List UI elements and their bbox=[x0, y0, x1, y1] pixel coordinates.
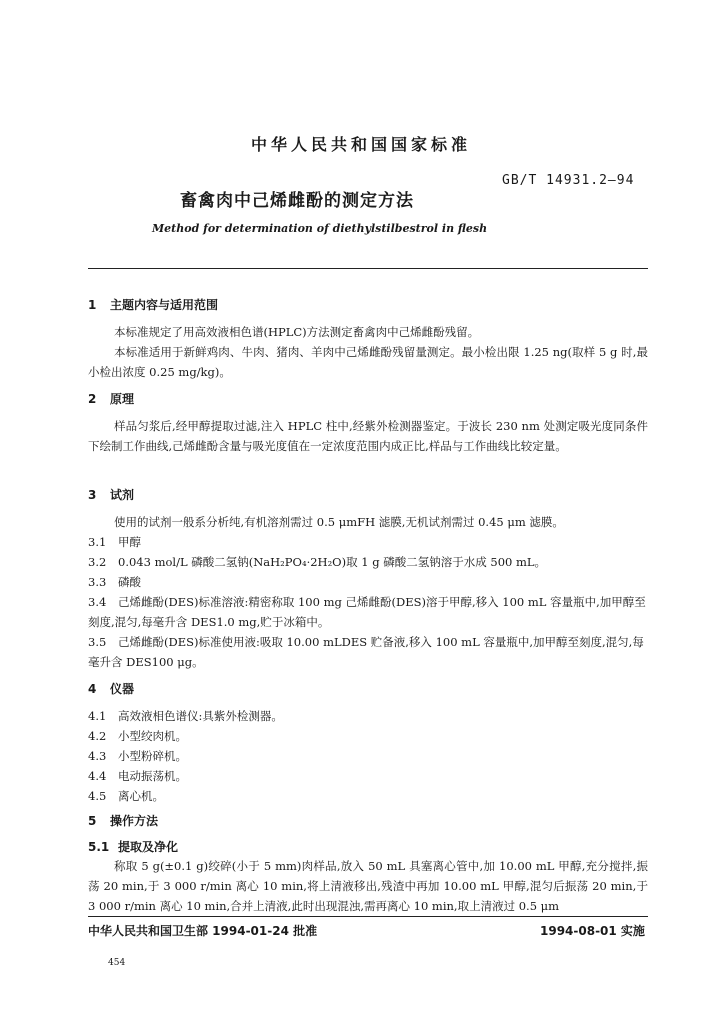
section-2-heading bbox=[88, 390, 134, 407]
item-number: 3.5 bbox=[88, 635, 107, 649]
item-text: 高效液相色谱仪:具紫外检测器。 bbox=[118, 709, 283, 723]
section-title: 仪器 bbox=[110, 682, 135, 696]
approval-line: 中华人民共和国卫生部 1994-01-24 批准 bbox=[88, 924, 318, 938]
section-title: 试剂 bbox=[110, 488, 135, 502]
english-title: Method for determination of diethylstilbestrol in flesh bbox=[152, 222, 488, 235]
national-standard-heading: 中华人民共和国国家标准 bbox=[250, 135, 471, 154]
item-text: 磷酸 bbox=[118, 575, 141, 589]
subsection-title: 提取及净化 bbox=[118, 840, 179, 854]
section-number: 5 bbox=[88, 814, 97, 828]
section-3-heading bbox=[88, 486, 134, 503]
item-text: 己烯雌酚(DES)标准溶液:精密称取 100 mg 己烯雌酚(DES)溶于甲醇,移入 100 mL 容量瓶中,加甲醇至刻度,混匀,每毫升含 DES1.0 mg,贮于冰箱中。 bbox=[88, 595, 646, 629]
item-text: 小型粉碎机。 bbox=[118, 749, 187, 763]
list-item bbox=[88, 552, 546, 572]
item-number: 3.4 bbox=[88, 595, 107, 609]
header-divider bbox=[88, 268, 648, 269]
list-item bbox=[88, 532, 141, 552]
document-title: 畜禽肉中己烯雌酚的测定方法 bbox=[180, 191, 414, 211]
subsection-number: 5.1 bbox=[88, 840, 110, 854]
section-1-paragraph-2: 本标准适用于新鲜鸡肉、牛肉、猪肉、羊肉中己烯雌酚残留量测定。最小检出限 1.25 ng(取样 5 g 时,最小检出浓度 0.25 mg/kg)。 bbox=[88, 345, 648, 379]
standard-code: GB/T 14931.2—94 bbox=[502, 173, 635, 188]
item-number: 4.2 bbox=[88, 729, 107, 743]
section-3-paragraph: 使用的试剂一般系分析纯,有机溶剂需过 0.5 μmFH 滤膜,无机试剂需过 0.45 μm 滤膜。 bbox=[114, 515, 564, 529]
item-number: 3.1 bbox=[88, 535, 107, 549]
list-item bbox=[88, 746, 187, 766]
item-number: 4.5 bbox=[88, 789, 107, 803]
item-number: 4.3 bbox=[88, 749, 107, 763]
section-2-paragraph: 样品匀浆后,经甲醇提取过滤,注入 HPLC 柱中,经紫外检测器鉴定。于波长 230 nm 处测定吸光度同条件下绘制工作曲线,己烯雌酚含量与吸光度值在一定浓度范围内成正比,样品与工作曲线比较定量。 bbox=[88, 419, 648, 453]
list-item bbox=[88, 632, 648, 672]
list-item bbox=[88, 766, 187, 786]
section-5-heading bbox=[88, 812, 158, 829]
list-item bbox=[88, 706, 283, 726]
section-number: 3 bbox=[88, 488, 97, 502]
item-text: 己烯雌酚(DES)标准使用液:吸取 10.00 mLDES 贮备液,移入 100 mL 容量瓶中,加甲醇至刻度,混匀,每毫升含 DES100 μg。 bbox=[88, 635, 644, 669]
section-4-heading bbox=[88, 680, 134, 697]
footer-divider bbox=[88, 916, 648, 917]
page-number: 454 bbox=[108, 958, 126, 968]
item-text: 甲醇 bbox=[118, 535, 141, 549]
section-number: 2 bbox=[88, 392, 97, 406]
section-title: 操作方法 bbox=[110, 814, 159, 828]
item-text: 0.043 mol/L 磷酸二氢钠(NaH₂PO₄·2H₂O)取 1 g 磷酸二氢钠溶于水成 500 mL。 bbox=[118, 555, 547, 569]
item-number: 3.3 bbox=[88, 575, 107, 589]
list-item bbox=[88, 572, 141, 592]
item-number: 4.1 bbox=[88, 709, 107, 723]
list-item bbox=[88, 592, 648, 632]
subsection-5-1-heading bbox=[88, 838, 178, 855]
section-1-paragraph-1: 本标准规定了用高效液相色谱(HPLC)方法测定畜禽肉中己烯雌酚残留。 bbox=[114, 325, 480, 339]
item-text: 电动振荡机。 bbox=[118, 769, 187, 783]
section-1-heading bbox=[88, 296, 218, 313]
item-text: 离心机。 bbox=[118, 789, 164, 803]
item-number: 4.4 bbox=[88, 769, 107, 783]
item-number: 3.2 bbox=[88, 555, 107, 569]
item-text: 小型绞肉机。 bbox=[118, 729, 187, 743]
section-number: 1 bbox=[88, 298, 97, 312]
implementation-date: 1994-08-01 实施 bbox=[540, 924, 645, 938]
section-title: 主题内容与适用范围 bbox=[110, 298, 219, 312]
section-5-paragraph: 称取 5 g(±0.1 g)绞碎(小于 5 mm)肉样品,放入 50 mL 具塞离心管中,加 10.00 mL 甲醇,充分搅拌,振荡 20 min,于 3 000 r/min 离心 10 min,将上清液移出,残渣中再加 10.00 mL 甲醇,混匀后振荡 20 min,于 3 000 r/min 离心 10 min,合并上清液,此时出现混浊,需再离心 10 min,取上清液过 0.5 μm bbox=[88, 859, 648, 913]
list-item bbox=[88, 726, 187, 746]
section-number: 4 bbox=[88, 682, 97, 696]
list-item bbox=[88, 786, 164, 806]
section-title: 原理 bbox=[110, 392, 135, 406]
